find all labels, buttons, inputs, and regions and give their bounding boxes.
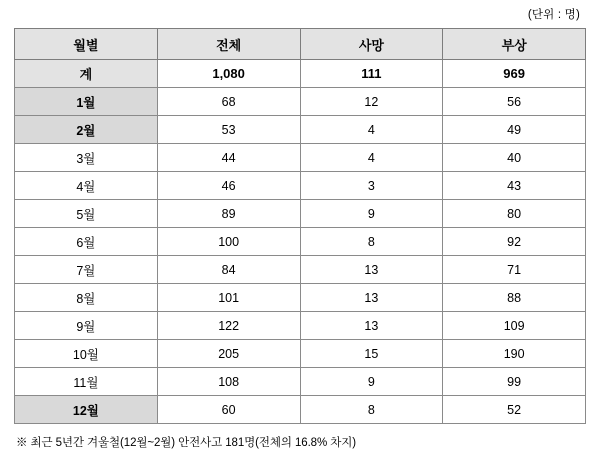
cell-deaths: 9 — [300, 200, 443, 228]
cell-total: 122 — [157, 312, 300, 340]
cell-deaths: 4 — [300, 144, 443, 172]
column-header-total: 전체 — [157, 29, 300, 60]
cell-injuries: 56 — [443, 88, 586, 116]
table-row — [15, 116, 586, 144]
table-row — [15, 396, 586, 424]
cell-injuries: 80 — [443, 200, 586, 228]
table-row — [15, 228, 586, 256]
unit-note: (단위 : 명) — [527, 9, 580, 21]
cell-total: 1,080 — [157, 60, 300, 88]
cell-deaths: 13 — [300, 312, 443, 340]
monthly-safety-accident-table — [14, 28, 586, 424]
table-row — [15, 200, 586, 228]
footnote: ※ 최근 5년간 겨울철(12월~2월) 안전사고 181명(전체의 16.8% 차지) — [16, 437, 356, 449]
cell-total: 89 — [157, 200, 300, 228]
row-label: 1월 — [15, 88, 158, 116]
cell-injuries: 71 — [443, 256, 586, 284]
table-row — [15, 88, 586, 116]
table-row — [15, 144, 586, 172]
cell-injuries: 88 — [443, 284, 586, 312]
table-row — [15, 312, 586, 340]
table-row — [15, 284, 586, 312]
cell-deaths: 13 — [300, 256, 443, 284]
cell-total: 53 — [157, 116, 300, 144]
table-row — [15, 172, 586, 200]
cell-injuries: 92 — [443, 228, 586, 256]
cell-deaths: 111 — [300, 60, 443, 88]
cell-injuries: 969 — [443, 60, 586, 88]
row-label: 12월 — [15, 396, 158, 424]
cell-deaths: 13 — [300, 284, 443, 312]
row-label: 3월 — [15, 144, 158, 172]
cell-total: 101 — [157, 284, 300, 312]
cell-total: 205 — [157, 340, 300, 368]
row-label: 10월 — [15, 340, 158, 368]
cell-injuries: 52 — [443, 396, 586, 424]
table-row — [15, 368, 586, 396]
cell-deaths: 12 — [300, 88, 443, 116]
row-label: 계 — [15, 60, 158, 88]
cell-total: 108 — [157, 368, 300, 396]
cell-injuries: 99 — [443, 368, 586, 396]
cell-deaths: 9 — [300, 368, 443, 396]
row-label: 7월 — [15, 256, 158, 284]
cell-deaths: 4 — [300, 116, 443, 144]
row-label: 2월 — [15, 116, 158, 144]
cell-deaths: 8 — [300, 228, 443, 256]
cell-injuries: 40 — [443, 144, 586, 172]
row-label: 5월 — [15, 200, 158, 228]
row-label: 8월 — [15, 284, 158, 312]
table-header — [15, 29, 586, 60]
row-label: 9월 — [15, 312, 158, 340]
table-header-row — [15, 29, 586, 60]
cell-total: 100 — [157, 228, 300, 256]
cell-total: 46 — [157, 172, 300, 200]
cell-injuries: 109 — [443, 312, 586, 340]
cell-total: 84 — [157, 256, 300, 284]
cell-injuries: 43 — [443, 172, 586, 200]
column-header-injuries: 부상 — [443, 29, 586, 60]
table-row — [15, 256, 586, 284]
row-label: 4월 — [15, 172, 158, 200]
cell-injuries: 190 — [443, 340, 586, 368]
cell-total: 44 — [157, 144, 300, 172]
cell-total: 60 — [157, 396, 300, 424]
row-label: 6월 — [15, 228, 158, 256]
cell-deaths: 3 — [300, 172, 443, 200]
column-header-deaths: 사망 — [300, 29, 443, 60]
table-body — [15, 60, 586, 424]
column-header-month: 월별 — [15, 29, 158, 60]
table-row — [15, 60, 586, 88]
row-label: 11월 — [15, 368, 158, 396]
cell-deaths: 8 — [300, 396, 443, 424]
cell-injuries: 49 — [443, 116, 586, 144]
cell-total: 68 — [157, 88, 300, 116]
cell-deaths: 15 — [300, 340, 443, 368]
table-row — [15, 340, 586, 368]
